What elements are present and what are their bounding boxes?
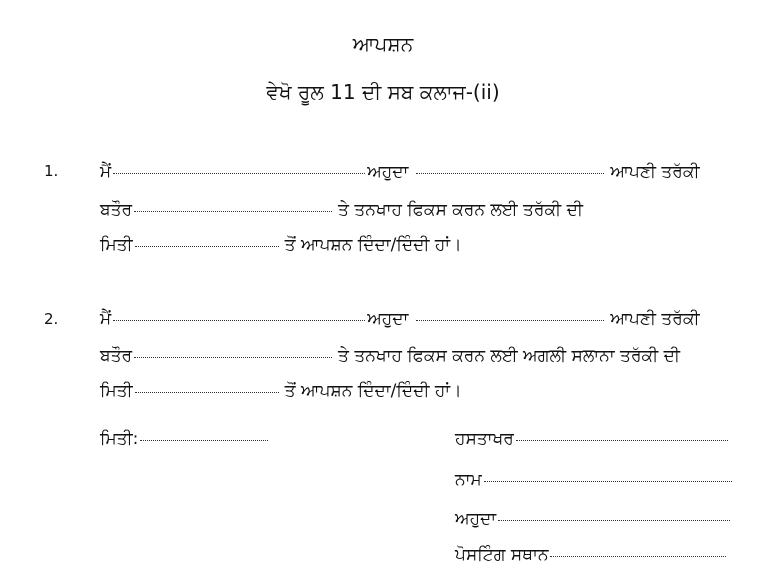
text: ਤੇ ਤਨਖਾਹ ਫਿਕਸ ਕਰਨ ਲਈ ਅਗਲੀ ਸਲਾਨਾ ਤਰੱਕੀ ਦੀ — [338, 346, 680, 366]
text: ਅਹੁਦਾ — [367, 309, 409, 329]
text: ਆਪਣੀ ਤਰੱਕੀ — [610, 162, 700, 182]
designation-blank[interactable] — [416, 320, 604, 321]
item-2-line-3 — [100, 379, 462, 403]
signature-label: ਹਸਤਾਖਰ — [455, 429, 514, 449]
text: ਆਪਣੀ ਤਰੱਕੀ — [610, 309, 700, 329]
item-1-line-1 — [100, 160, 700, 184]
text: ਮੈਂ — [100, 309, 112, 329]
text: ਤੇ ਤਨਖਾਹ ਫਿਕਸ ਕਰਨ ਲਈ ਤਰੱਕੀ ਦੀ — [338, 200, 583, 220]
designation-label: ਅਹੁਦਾ — [455, 509, 497, 529]
item-number: 2. — [44, 310, 59, 328]
name-blank[interactable] — [113, 320, 365, 321]
document-title: ਆਪਸ਼ਨ — [352, 32, 414, 56]
text: ਅਹੁਦਾ — [367, 162, 409, 182]
posting-blank[interactable] — [550, 556, 726, 557]
item-1-line-2 — [100, 198, 583, 222]
item-2-line-2 — [100, 344, 680, 368]
date-blank[interactable] — [140, 440, 268, 441]
designation-blank[interactable] — [498, 520, 730, 521]
posting-label: ਪੋਸਟਿੰਗ ਸਥਾਨ — [455, 545, 549, 565]
name-blank[interactable] — [484, 481, 732, 482]
date-blank[interactable] — [135, 392, 279, 393]
date-blank[interactable] — [135, 246, 279, 247]
item-number: 1. — [44, 162, 59, 180]
posting-field — [455, 543, 728, 567]
name-label: ਨਾਮ — [455, 470, 482, 490]
signature-field — [455, 427, 730, 451]
signature-blank[interactable] — [516, 440, 728, 441]
name-field — [455, 468, 734, 492]
name-blank[interactable] — [113, 173, 365, 174]
text: ਤੋਂ ਆਪਸ਼ਨ ਦਿੰਦਾ/ਦਿੰਦੀ ਹਾਂ। — [284, 235, 462, 255]
item-2-line-1 — [100, 307, 700, 331]
item-1-line-3 — [100, 233, 462, 257]
text: ਮੈਂ — [100, 162, 112, 182]
text: ਬਤੌਰ — [100, 346, 133, 366]
post-blank[interactable] — [134, 211, 332, 212]
date-field — [100, 427, 270, 451]
text: ਬਤੌਰ — [100, 200, 133, 220]
post-blank[interactable] — [134, 357, 332, 358]
document-subtitle: ਵੇਖੋ ਰੂਲ 11 ਦੀ ਸਬ ਕਲਾਜ-(ii) — [266, 80, 500, 104]
text: ਮਿਤੀ — [100, 235, 133, 255]
text: ਮਿਤੀ — [100, 381, 133, 401]
date-label: ਮਿਤੀ: — [100, 429, 139, 449]
designation-field — [455, 507, 732, 531]
text: ਤੋਂ ਆਪਸ਼ਨ ਦਿੰਦਾ/ਦਿੰਦੀ ਹਾਂ। — [284, 381, 462, 401]
designation-blank[interactable] — [416, 173, 604, 174]
